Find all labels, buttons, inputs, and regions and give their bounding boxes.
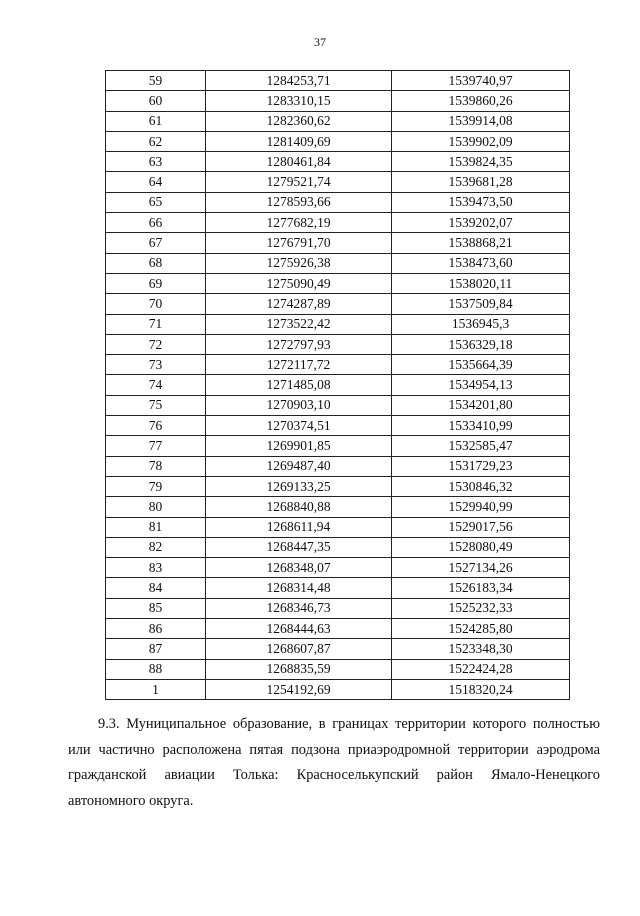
y-coordinate-cell: 1528080,49 bbox=[392, 537, 570, 557]
x-coordinate-cell: 1270374,51 bbox=[206, 416, 392, 436]
x-coordinate-cell: 1276791,70 bbox=[206, 233, 392, 253]
x-coordinate-cell: 1268607,87 bbox=[206, 639, 392, 659]
x-coordinate-cell: 1272797,93 bbox=[206, 334, 392, 354]
point-number-cell: 75 bbox=[106, 395, 206, 415]
y-coordinate-cell: 1524285,80 bbox=[392, 619, 570, 639]
x-coordinate-cell: 1268348,07 bbox=[206, 558, 392, 578]
y-coordinate-cell: 1539860,26 bbox=[392, 91, 570, 111]
point-number-cell: 85 bbox=[106, 598, 206, 618]
table-row bbox=[106, 111, 570, 131]
table-row bbox=[106, 578, 570, 598]
point-number-cell: 71 bbox=[106, 314, 206, 334]
x-coordinate-cell: 1269487,40 bbox=[206, 456, 392, 476]
y-coordinate-cell: 1518320,24 bbox=[392, 679, 570, 699]
point-number-cell: 80 bbox=[106, 497, 206, 517]
table-row bbox=[106, 619, 570, 639]
x-coordinate-cell: 1275926,38 bbox=[206, 253, 392, 273]
table-row bbox=[106, 497, 570, 517]
point-number-cell: 72 bbox=[106, 334, 206, 354]
table-row bbox=[106, 456, 570, 476]
point-number-cell: 61 bbox=[106, 111, 206, 131]
y-coordinate-cell: 1539914,08 bbox=[392, 111, 570, 131]
x-coordinate-cell: 1268447,35 bbox=[206, 537, 392, 557]
x-coordinate-cell: 1284253,71 bbox=[206, 71, 392, 91]
y-coordinate-cell: 1522424,28 bbox=[392, 659, 570, 679]
table-row bbox=[106, 71, 570, 91]
y-coordinate-cell: 1534201,80 bbox=[392, 395, 570, 415]
table-row bbox=[106, 152, 570, 172]
x-coordinate-cell: 1280461,84 bbox=[206, 152, 392, 172]
y-coordinate-cell: 1532585,47 bbox=[392, 436, 570, 456]
point-number-cell: 70 bbox=[106, 294, 206, 314]
x-coordinate-cell: 1282360,62 bbox=[206, 111, 392, 131]
paragraph-line: автономного округа. bbox=[68, 792, 194, 809]
point-number-cell: 81 bbox=[106, 517, 206, 537]
x-coordinate-cell: 1283310,15 bbox=[206, 91, 392, 111]
x-coordinate-cell: 1274287,89 bbox=[206, 294, 392, 314]
point-number-cell: 65 bbox=[106, 192, 206, 212]
table-row bbox=[106, 172, 570, 192]
x-coordinate-cell: 1281409,69 bbox=[206, 131, 392, 151]
point-number-cell: 63 bbox=[106, 152, 206, 172]
table-row bbox=[106, 395, 570, 415]
paragraph-line: или частично расположена пятая подзона приаэродромной территории аэродрома bbox=[68, 741, 600, 758]
table-row bbox=[106, 476, 570, 496]
y-coordinate-cell: 1539681,28 bbox=[392, 172, 570, 192]
point-number-cell: 86 bbox=[106, 619, 206, 639]
page-number: 37 bbox=[314, 35, 326, 49]
table-row bbox=[106, 659, 570, 679]
table-row bbox=[106, 334, 570, 354]
table-row bbox=[106, 355, 570, 375]
x-coordinate-cell: 1271485,08 bbox=[206, 375, 392, 395]
point-number-cell: 87 bbox=[106, 639, 206, 659]
y-coordinate-cell: 1539902,09 bbox=[392, 131, 570, 151]
point-number-cell: 62 bbox=[106, 131, 206, 151]
y-coordinate-cell: 1536945,3 bbox=[392, 314, 570, 334]
y-coordinate-cell: 1538020,11 bbox=[392, 273, 570, 293]
table-row bbox=[106, 233, 570, 253]
y-coordinate-cell: 1534954,13 bbox=[392, 375, 570, 395]
x-coordinate-cell: 1268835,59 bbox=[206, 659, 392, 679]
table-row bbox=[106, 598, 570, 618]
point-number-cell: 59 bbox=[106, 71, 206, 91]
y-coordinate-cell: 1533410,99 bbox=[392, 416, 570, 436]
x-coordinate-cell: 1278593,66 bbox=[206, 192, 392, 212]
y-coordinate-cell: 1527134,26 bbox=[392, 558, 570, 578]
x-coordinate-cell: 1268314,48 bbox=[206, 578, 392, 598]
y-coordinate-cell: 1539473,50 bbox=[392, 192, 570, 212]
point-number-cell: 67 bbox=[106, 233, 206, 253]
y-coordinate-cell: 1535664,39 bbox=[392, 355, 570, 375]
table-row bbox=[106, 416, 570, 436]
table-row bbox=[106, 517, 570, 537]
table-row bbox=[106, 537, 570, 557]
coordinates-table bbox=[105, 70, 570, 700]
paragraph-line: гражданской авиации Толька: Красноселькупский район Ямало-Ненецкого bbox=[68, 767, 600, 783]
x-coordinate-cell: 1272117,72 bbox=[206, 355, 392, 375]
point-number-cell: 76 bbox=[106, 416, 206, 436]
table-row bbox=[106, 91, 570, 111]
point-number-cell: 84 bbox=[106, 578, 206, 598]
y-coordinate-cell: 1531729,23 bbox=[392, 456, 570, 476]
table-row bbox=[106, 375, 570, 395]
point-number-cell: 83 bbox=[106, 558, 206, 578]
y-coordinate-cell: 1538868,21 bbox=[392, 233, 570, 253]
paragraph-line: 9.3. Муниципальное образование, в границах территории которого полностью bbox=[98, 716, 600, 732]
x-coordinate-cell: 1268840,88 bbox=[206, 497, 392, 517]
table-row bbox=[106, 253, 570, 273]
x-coordinate-cell: 1279521,74 bbox=[206, 172, 392, 192]
x-coordinate-cell: 1275090,49 bbox=[206, 273, 392, 293]
table-row bbox=[106, 436, 570, 456]
point-number-cell: 1 bbox=[106, 679, 206, 699]
x-coordinate-cell: 1268444,63 bbox=[206, 619, 392, 639]
x-coordinate-cell: 1268346,73 bbox=[206, 598, 392, 618]
x-coordinate-cell: 1268611,94 bbox=[206, 517, 392, 537]
point-number-cell: 77 bbox=[106, 436, 206, 456]
x-coordinate-cell: 1269133,25 bbox=[206, 476, 392, 496]
table-row bbox=[106, 639, 570, 659]
y-coordinate-cell: 1526183,34 bbox=[392, 578, 570, 598]
x-coordinate-cell: 1277682,19 bbox=[206, 213, 392, 233]
table-row bbox=[106, 294, 570, 314]
point-number-cell: 82 bbox=[106, 537, 206, 557]
point-number-cell: 60 bbox=[106, 91, 206, 111]
y-coordinate-cell: 1529940,99 bbox=[392, 497, 570, 517]
point-number-cell: 66 bbox=[106, 213, 206, 233]
point-number-cell: 74 bbox=[106, 375, 206, 395]
y-coordinate-cell: 1539740,97 bbox=[392, 71, 570, 91]
point-number-cell: 88 bbox=[106, 659, 206, 679]
table-row bbox=[106, 679, 570, 699]
table-row bbox=[106, 192, 570, 212]
x-coordinate-cell: 1254192,69 bbox=[206, 679, 392, 699]
municipality-paragraph bbox=[68, 712, 600, 814]
table-row bbox=[106, 314, 570, 334]
y-coordinate-cell: 1539202,07 bbox=[392, 213, 570, 233]
x-coordinate-cell: 1273522,42 bbox=[206, 314, 392, 334]
y-coordinate-cell: 1537509,84 bbox=[392, 294, 570, 314]
point-number-cell: 64 bbox=[106, 172, 206, 192]
x-coordinate-cell: 1269901,85 bbox=[206, 436, 392, 456]
point-number-cell: 68 bbox=[106, 253, 206, 273]
coordinates-table-body bbox=[106, 71, 570, 700]
table-row bbox=[106, 213, 570, 233]
y-coordinate-cell: 1536329,18 bbox=[392, 334, 570, 354]
y-coordinate-cell: 1530846,32 bbox=[392, 476, 570, 496]
point-number-cell: 78 bbox=[106, 456, 206, 476]
table-row bbox=[106, 273, 570, 293]
y-coordinate-cell: 1538473,60 bbox=[392, 253, 570, 273]
y-coordinate-cell: 1523348,30 bbox=[392, 639, 570, 659]
point-number-cell: 69 bbox=[106, 273, 206, 293]
table-row bbox=[106, 131, 570, 151]
y-coordinate-cell: 1525232,33 bbox=[392, 598, 570, 618]
y-coordinate-cell: 1539824,35 bbox=[392, 152, 570, 172]
point-number-cell: 73 bbox=[106, 355, 206, 375]
table-row bbox=[106, 558, 570, 578]
y-coordinate-cell: 1529017,56 bbox=[392, 517, 570, 537]
point-number-cell: 79 bbox=[106, 476, 206, 496]
x-coordinate-cell: 1270903,10 bbox=[206, 395, 392, 415]
